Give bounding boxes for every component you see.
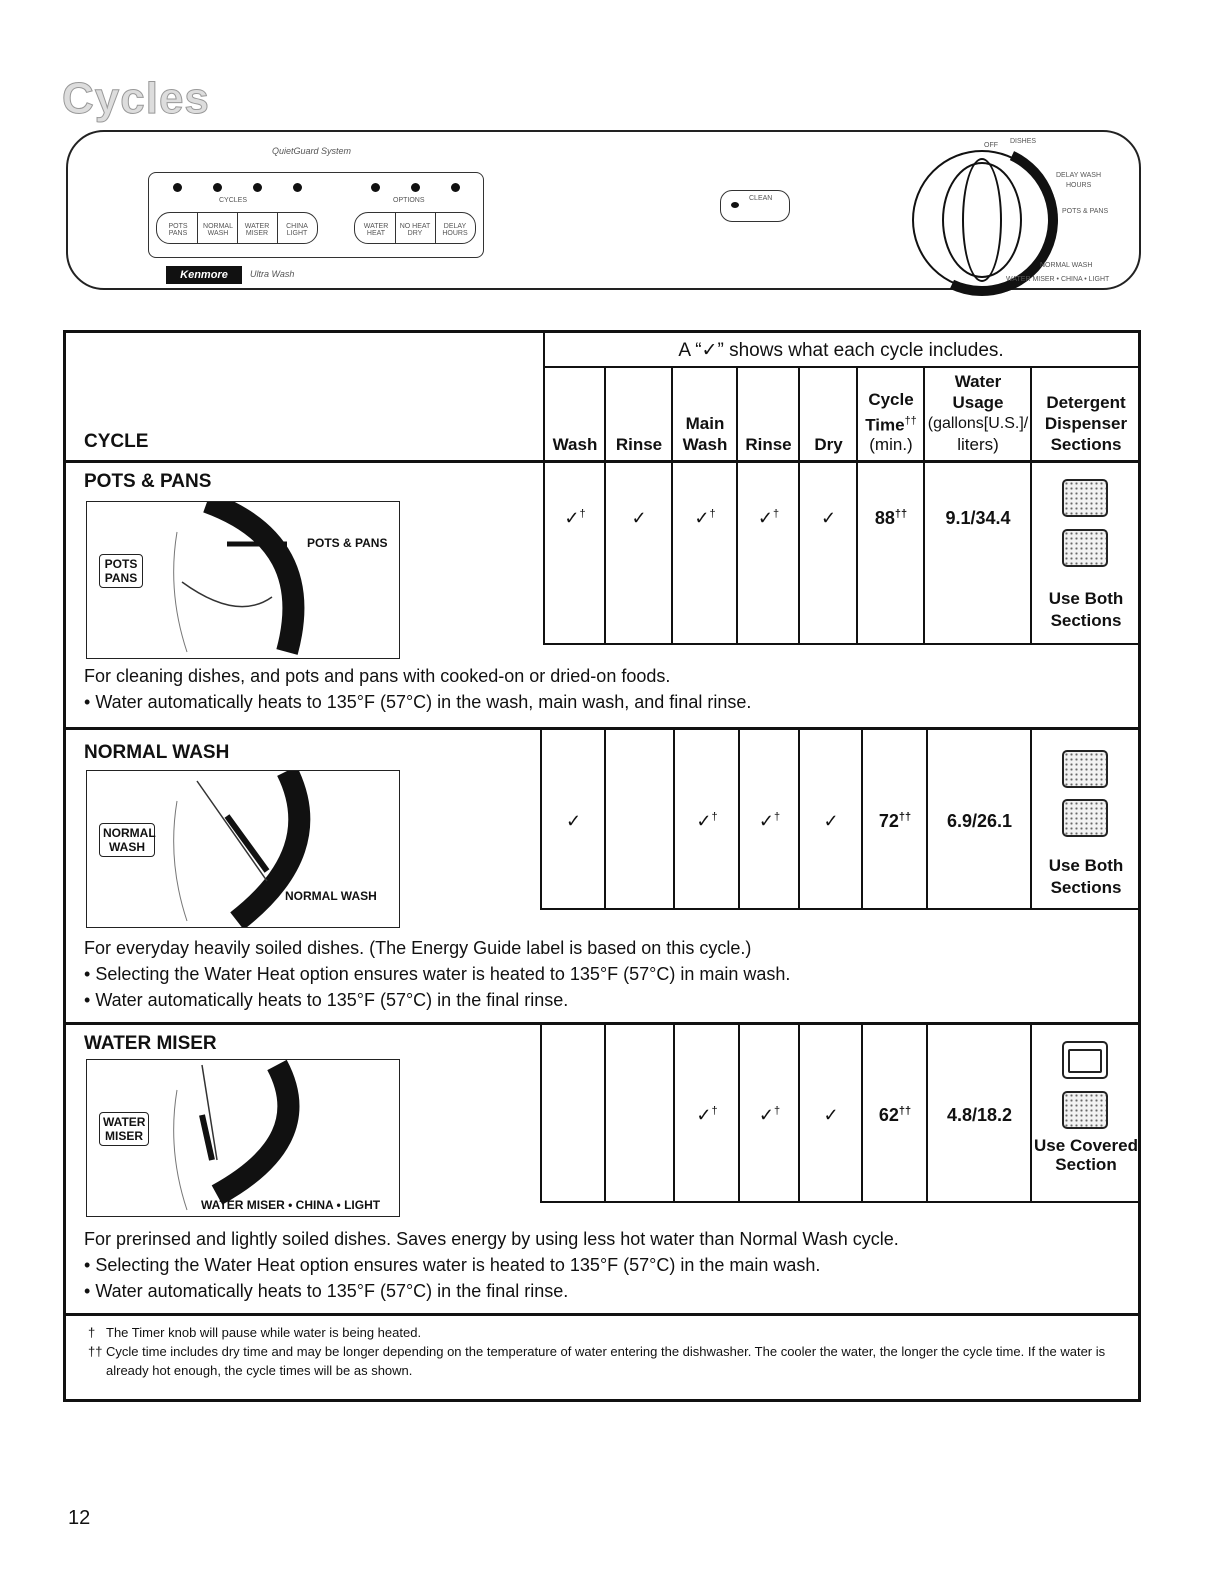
note-mark: †† xyxy=(898,1105,912,1117)
note-mark: † xyxy=(711,1105,718,1117)
water-usage-value: 4.8/18.2 xyxy=(946,1105,1013,1125)
time-number: 72 xyxy=(878,811,899,831)
cycle-button-china-light[interactable]: CHINA LIGHT xyxy=(286,223,308,237)
header-water: Water xyxy=(954,372,1002,391)
note-mark: †† xyxy=(894,508,908,520)
check-mark: ✓ xyxy=(757,508,773,528)
led-indicator xyxy=(213,183,222,192)
row-description xyxy=(84,935,1124,1013)
detergent-cup-icon xyxy=(1062,750,1108,788)
knob-label-normal-wash: NORMAL WASH xyxy=(1040,262,1093,269)
detergent-cup-icon xyxy=(1062,479,1108,517)
option-button-no-heat-dry[interactable]: NO HEAT DRY xyxy=(399,223,431,237)
cycle-button-pots-pans[interactable]: POTS PANS xyxy=(168,223,188,237)
dial-label-pots-pans: POTS & PANS xyxy=(307,536,388,550)
check-dry: ✓ xyxy=(823,811,839,831)
cycle-button-normal-wash[interactable]: NORMAL WASH xyxy=(203,223,233,237)
page-number: 12 xyxy=(68,1507,91,1529)
header-main: Main xyxy=(685,414,725,433)
knob-label-delay-wash: DELAY WASH xyxy=(1056,172,1101,179)
detergent-cup-covered-icon xyxy=(1062,1041,1108,1079)
divider xyxy=(736,366,738,643)
time-number: 88 xyxy=(874,508,895,528)
divider xyxy=(435,213,436,243)
bullet-text: Water automatically heats to 135°F (57°C) in the final rinse. xyxy=(95,990,569,1010)
footnote-mark: †† xyxy=(88,1344,103,1359)
divider xyxy=(66,1022,1138,1025)
note-mark: †† xyxy=(898,811,912,823)
footnote-mark: † xyxy=(88,1325,96,1340)
divider xyxy=(543,366,1138,368)
check-mark: ✓ xyxy=(758,1105,774,1125)
led-indicator xyxy=(293,183,302,192)
cycle-buttons[interactable] xyxy=(156,212,318,244)
knob-label-dishes: DISHES xyxy=(1010,138,1037,145)
footnotes xyxy=(88,1323,1118,1380)
led-indicator xyxy=(173,183,182,192)
clean-indicator xyxy=(720,190,790,222)
header-time-label: Time xyxy=(865,415,905,435)
detergent-cup-icon xyxy=(1062,1091,1108,1129)
divider xyxy=(66,1313,1138,1316)
check-dry: ✓ xyxy=(820,508,837,528)
row-description xyxy=(84,663,1124,715)
header-main-wash: Wash xyxy=(682,435,728,454)
header-water-usage: Usage xyxy=(952,393,1004,412)
page-title: Cycles xyxy=(62,74,210,123)
description-bullet: • Water automatically heats to 135°F (57°C) in the final rinse. xyxy=(84,990,569,1010)
note-mark: † xyxy=(709,508,716,520)
clean-label: CLEAN xyxy=(749,195,773,202)
description-text: For everyday heavily soiled dishes. (The Energy Guide label is based on this cycle.) xyxy=(84,938,752,958)
header-rinse: Rinse xyxy=(615,435,663,454)
divider xyxy=(395,213,396,243)
check-main-wash xyxy=(675,811,739,832)
bullet-text: Selecting the Water Heat option ensures water is heated to 135°F (57°C) in the main wash. xyxy=(95,1255,821,1275)
options-label: OPTIONS xyxy=(393,197,425,204)
water-usage-value: 9.1/34.4 xyxy=(945,508,1011,528)
brand-logo: Kenmore xyxy=(166,266,242,284)
led-indicator xyxy=(411,183,420,192)
cycle-time-value xyxy=(858,508,924,529)
header-detergent: Detergent xyxy=(1046,393,1126,412)
description-bullet: • Selecting the Water Heat option ensures water is heated to 135°F (57°C) in the main wash. xyxy=(84,1255,821,1275)
divider xyxy=(604,366,606,643)
timer-knob[interactable] xyxy=(912,150,1052,290)
divider xyxy=(540,1201,1138,1203)
divider xyxy=(66,460,1138,463)
model-label: Ultra Wash xyxy=(250,269,295,279)
dial-label-water-miser: WATER MISER • CHINA • LIGHT xyxy=(201,1198,381,1212)
divider xyxy=(540,1025,542,1203)
cycles-label: CYCLES xyxy=(219,197,248,204)
detergent-instruction: Use Covered Section xyxy=(1034,1136,1138,1174)
check-final-rinse xyxy=(738,508,799,529)
description-text: For cleaning dishes, and pots and pans with cooked-on or dried-on foods. xyxy=(84,666,671,686)
dial-illustration-water-miser xyxy=(86,1059,400,1217)
description-text: For prerinsed and lightly soiled dishes. Saves energy by using less hot water than Normal Wash cycle. xyxy=(84,1229,899,1249)
check-wash xyxy=(545,508,605,529)
row-title-pots-pans: POTS & PANS xyxy=(84,471,212,492)
divider xyxy=(671,366,673,643)
divider xyxy=(604,1025,606,1203)
check-mark: ✓ xyxy=(694,508,710,528)
option-button-water-heat[interactable]: WATER HEAT xyxy=(363,223,389,237)
row-title-normal-wash: NORMAL WASH xyxy=(84,742,230,763)
header-sections: Sections xyxy=(1050,435,1122,454)
divider xyxy=(540,908,1138,910)
dial-illustration-normal-wash xyxy=(86,770,400,928)
footnote-text: Cycle time includes dry time and may be longer depending on the temperature of water entering the dishwasher. The cooler the water, the longer the cycle time. If the water is already hot enough, the cycle times will be as shown. xyxy=(106,1344,1106,1378)
led-indicator xyxy=(371,183,380,192)
knob-label-off: OFF xyxy=(984,142,998,149)
legend-text: A “✓” shows what each cycle includes. xyxy=(678,340,1004,361)
header-time xyxy=(858,411,924,436)
check-wash xyxy=(542,811,605,832)
cycle-button-water-miser[interactable]: WATER MISER xyxy=(244,223,270,237)
header-rinse-final: Rinse xyxy=(745,435,792,454)
header-time-mark: †† xyxy=(904,415,917,427)
note-mark: † xyxy=(711,811,718,823)
note-mark: † xyxy=(773,811,781,823)
dial-illustration-pots-pans xyxy=(86,501,400,659)
knob-label-pots-pans: POTS & PANS xyxy=(1062,208,1109,215)
detergent-cup-icon xyxy=(1062,799,1108,837)
bullet-text: Water automatically heats to 135°F (57°C) in the wash, main wash, and final rinse. xyxy=(95,692,752,712)
header-dry: Dry xyxy=(814,435,843,454)
note-mark: † xyxy=(772,508,780,520)
divider xyxy=(543,333,545,643)
footnote xyxy=(88,1323,1118,1342)
check-main-wash xyxy=(675,1105,739,1126)
footnote xyxy=(88,1342,1118,1380)
check-rinse xyxy=(606,508,672,529)
header-time-unit: (min.) xyxy=(869,435,913,454)
water-miser-button: WATER MISER xyxy=(99,1112,149,1146)
divider xyxy=(798,366,800,643)
header-water-unit: (gallons[U.S.]/ xyxy=(927,415,1029,432)
check-mark: ✓ xyxy=(564,508,580,528)
cycles-table xyxy=(63,330,1141,1402)
check-final-rinse xyxy=(740,811,799,832)
note-mark: † xyxy=(579,508,586,520)
header-water-unit2: liters) xyxy=(957,435,999,454)
time-number: 62 xyxy=(878,1105,899,1125)
description-bullet: • Water automatically heats to 135°F (57°C) in the final rinse. xyxy=(84,1281,569,1301)
check-mark: ✓ xyxy=(758,811,774,831)
option-buttons[interactable] xyxy=(354,212,476,244)
cycle-time-value xyxy=(863,1105,927,1126)
pots-pans-button: POTS PANS xyxy=(99,554,143,588)
header-wash: Wash xyxy=(552,435,598,454)
dial-label-normal-wash: NORMAL WASH xyxy=(285,889,377,903)
header-cycle: CYCLE xyxy=(84,431,149,452)
check-final-rinse xyxy=(740,1105,799,1126)
row-title-water-miser: WATER MISER xyxy=(84,1033,217,1054)
normal-wash-button: NORMAL WASH xyxy=(99,823,155,857)
led-indicator xyxy=(451,183,460,192)
system-label: QuietGuard System xyxy=(272,146,352,156)
check-mark: ✓ xyxy=(696,811,712,831)
check-dry: ✓ xyxy=(823,1105,839,1125)
detergent-instruction: Use Both Sections xyxy=(1048,589,1124,630)
divider xyxy=(543,643,1138,645)
header-cycle-time: Cycle xyxy=(868,390,914,409)
header-dispenser: Dispenser xyxy=(1044,414,1128,433)
knob-grip-inner xyxy=(962,158,1002,282)
divider xyxy=(197,213,198,243)
footnote-text: The Timer knob will pause while water is being heated. xyxy=(106,1325,422,1340)
led-indicator xyxy=(253,183,262,192)
water-usage-value: 6.9/26.1 xyxy=(946,811,1013,831)
check-main-wash xyxy=(673,508,737,529)
divider xyxy=(277,213,278,243)
knob-label-water-miser: WATER MISER • CHINA • LIGHT xyxy=(1006,276,1110,283)
detergent-cup-icon xyxy=(1062,529,1108,567)
cycle-time-value xyxy=(863,811,927,832)
description-bullet: • Water automatically heats to 135°F (57°C) in the wash, main wash, and final rinse. xyxy=(84,692,752,712)
note-mark: † xyxy=(773,1105,781,1117)
bullet-text: Water automatically heats to 135°F (57°C) in the final rinse. xyxy=(95,1281,569,1301)
divider xyxy=(237,213,238,243)
description-bullet: • Selecting the Water Heat option ensures water is heated to 135°F (57°C) in main wash. xyxy=(84,964,791,984)
check-mark: ✓ xyxy=(631,508,647,528)
check-mark: ✓ xyxy=(696,1105,712,1125)
check-mark: ✓ xyxy=(565,811,582,831)
divider xyxy=(66,727,1138,730)
detergent-instruction: Use Both Sections xyxy=(1048,856,1124,897)
led-indicator xyxy=(731,202,739,208)
knob-label-hours: HOURS xyxy=(1066,182,1092,189)
row-description xyxy=(84,1226,1124,1304)
option-button-delay-hours[interactable]: DELAY HOURS xyxy=(442,223,468,237)
bullet-text: Selecting the Water Heat option ensures water is heated to 135°F (57°C) in main wash. xyxy=(95,964,791,984)
